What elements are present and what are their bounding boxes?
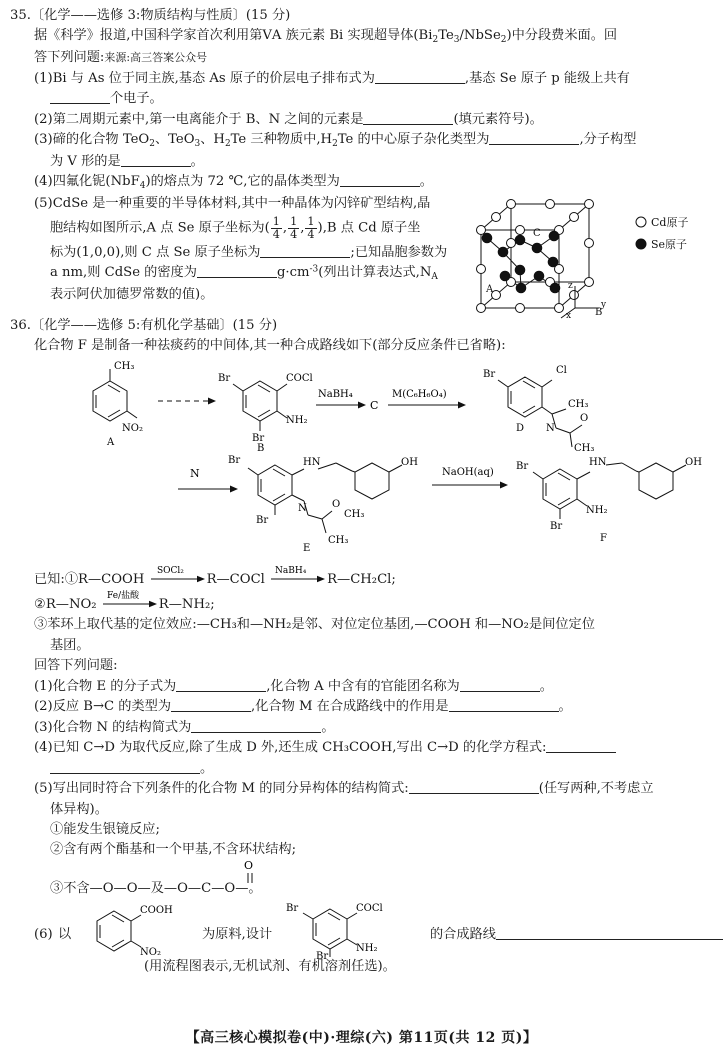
answer-blank[interactable] (50, 103, 110, 104)
known-1-no: ① (64, 571, 79, 587)
axis-label-x: x (566, 311, 572, 321)
compound-d-n: N (546, 422, 555, 434)
q35-item-5-text-g: g·cm (276, 265, 310, 281)
q35-item-2-text-b: (填元素符号)。 (453, 111, 543, 127)
compound-a-ch3: CH₃ (114, 360, 135, 372)
carbonyl-o-label: O (244, 858, 254, 872)
answer-blank[interactable] (363, 124, 453, 125)
axis-label-y: y (601, 300, 607, 310)
compound-e-n: N (298, 502, 307, 514)
q35-item-3: (3)碲的化合物 TeO$_2$、TeO$_3$、$H_2Te$ 三种物质中$,H_2Te$ 的中心原子杂化类型为 ,分子构型 (34, 132, 637, 149)
compound-label-E: E (303, 542, 311, 554)
q35-item-5-text-c: ),B 点 Cd 原子坐 (317, 221, 421, 237)
reagent-n: N (190, 466, 200, 480)
known-line-4 (34, 636, 709, 656)
q35-item-3-text-a: 碲的化合物 TeO (52, 132, 150, 148)
compound-f-oh: OH (685, 456, 702, 468)
compound-e-ch3-a: CH₃ (344, 508, 365, 520)
q35-item-3-text-h: 。 (190, 153, 204, 169)
reagent-naoh: NaOH(aq) (442, 466, 494, 478)
q36-item-6-a: 以 (58, 926, 72, 942)
q36-title: 〔化学——选修 5:有机化学基础〕(15 分) (30, 317, 278, 333)
q36-ask (34, 656, 709, 676)
compound-e-br2: Br (256, 514, 269, 526)
footer-title: 【高三核心模拟卷(中)·理综(六) (185, 1030, 394, 1047)
compound-f-hn: HN (589, 456, 607, 468)
fraction-quarter: $\frac{1}{4}$ (290, 215, 298, 242)
q35-item-5-text-i: 表示阿伏加德罗常数的值)。 (50, 287, 214, 303)
axis-label-z: z (568, 281, 573, 291)
q35-item-2 (34, 110, 709, 130)
cell-label-A: A (486, 284, 494, 295)
condition-1-no: ① (50, 821, 64, 837)
q36-stem-text: 化合物 F 是制备一种祛痰药的中间体,其一种合成路线如下(部分反应条件已省略): (34, 338, 506, 354)
compound-b-cocl: COCl (286, 372, 313, 384)
q35-item-4-text-c: 。 (419, 174, 433, 190)
q36-item-5-a: 写出同时符合下列条件的化合物 M 的同分异构体的结构简式: (52, 781, 409, 797)
scheme-row-1-svg (70, 359, 710, 454)
q36-ask-text: 回答下列问题: (34, 658, 118, 674)
known-2-no: ② (34, 596, 46, 612)
question-35 (0, 0, 723, 321)
unit-cell-svg (469, 200, 719, 321)
known-2-right: R—NH₂; (158, 596, 215, 612)
known-1-right: R—CH₂Cl; (327, 571, 396, 587)
fraction-quarter: $\frac{1}{4}$ (307, 215, 315, 242)
q36-item-1-c: 。 (539, 678, 553, 694)
scheme-row-2 (0, 451, 723, 563)
q36-item-2-a: 反应 B→C 的类型为 (52, 699, 172, 715)
fraction-quarter: $\frac{1}{4}$ (272, 215, 280, 242)
q36-item-5-b: (任写两种,不考虑立 (538, 781, 654, 797)
q36-item-1-label: (1) (34, 678, 53, 694)
q36-item-1-b: ,化合物 A 中含有的官能团名称为 (266, 678, 460, 694)
known-line-2 (34, 590, 709, 615)
q36-item-3-label: (3) (34, 719, 53, 735)
scheme-row-1 (0, 359, 723, 454)
q35-item-3-label: (3) (34, 132, 53, 148)
compound-a-no2: NO₂ (122, 422, 143, 434)
q36-item-1 (34, 677, 709, 697)
compound-e-hn: HN (303, 456, 321, 468)
compound-f-nh2: NH₂ (586, 504, 608, 516)
answer-blank[interactable] (496, 939, 723, 940)
scheme-row-2-svg (60, 451, 720, 563)
compound-e-ch3-b: CH₃ (328, 534, 349, 546)
q35-item-3-text-g: 为 V 形的是 (50, 153, 121, 169)
unit-cell-figure (469, 200, 719, 321)
known-3-text2: 基团。 (50, 637, 90, 653)
target-cocl-label: COCl (356, 902, 383, 914)
q36-item-2 (34, 697, 709, 717)
q36-stem (0, 336, 723, 356)
q35-item-5-text-a: CdSe 是一种重要的半导体材料,其中一种晶体为闪锌矿型结构,晶 (52, 195, 431, 211)
compound-e-o: O (332, 498, 341, 510)
q35-item-5-text-f: a nm,则 CdSe 的密度为 (50, 265, 197, 281)
q35-number: 35. (10, 8, 31, 23)
q35-stem-text-a: 据《科学》报道,中国科学家首次利用第ⅤA 族元素 Bi 实现超导体(Bi (34, 28, 433, 44)
density-exponent: -3 (309, 264, 319, 275)
q35-item-3-text-e: Te 的中心原子杂化类型为 (337, 132, 490, 148)
known-title: 已知: (34, 571, 65, 587)
q35-item-4-text-a: 四氟化铌(NbF (52, 174, 140, 190)
q35-item-2-text-a: 第二周期元素中,第一电离能介于 B、N 之间的元素是 (52, 111, 364, 127)
q36-heading (0, 310, 723, 336)
q36-item-2-label: (2) (34, 699, 53, 715)
answer-blank[interactable] (176, 691, 266, 692)
legend-cd-label: Cd原子 (651, 216, 689, 229)
q36-item-5-c: 体异构)。 (50, 801, 108, 817)
q36-item-2-b: ,化合物 M 在合成路线中的作用是 (251, 699, 449, 715)
q35-stem-text-c: /NbSe (459, 28, 501, 44)
answer-blank[interactable] (489, 144, 579, 145)
q35-item-3-text-d: Te 三种物质中,H (230, 132, 333, 148)
compound-f-br2: Br (550, 520, 563, 532)
legend-se-label: Se原子 (651, 238, 688, 251)
compound-label-F: F (600, 532, 607, 544)
q35-item-3-text-f: ,分子构型 (579, 132, 637, 148)
q36-item-4-a: 已知 C→D 为取代反应,除了生成 D 外,还生成 CH₃COOH,写出 C→D 的化学方程式: (52, 740, 547, 756)
reagent-nabh4: NaBH₄ (318, 388, 353, 400)
known-arrow-3 (101, 590, 159, 612)
known-arrow-1 (149, 565, 207, 587)
answer-blank[interactable] (191, 732, 321, 733)
compound-d-o1: O (580, 412, 589, 424)
condition-2-text: 含有两个酯基和一个甲基,不含环状结构; (63, 842, 297, 858)
q35-item-1-text-c: 个电子。 (110, 91, 163, 107)
q36-item-5 (34, 779, 709, 799)
start-no2-label: NO₂ (140, 946, 161, 958)
q35-item-5-text-d: 标为(1,0,0),则 C 点 Se 原子坐标为 (50, 244, 261, 260)
q35-item-1-label: (1) (34, 70, 53, 86)
q36-stem-line (34, 336, 709, 356)
known-1-mid: R—COCl (206, 571, 265, 587)
known-arrow-2 (269, 565, 327, 587)
answer-blank[interactable] (449, 711, 559, 712)
q36-item-4-c: 。 (200, 760, 214, 776)
condition-3-no: ③ (50, 880, 64, 896)
known-1-reagent-1: SOCl₂ (156, 565, 184, 576)
condition-3-text: 不含—O—O—及—O—C—O—。 (63, 880, 262, 896)
q36-item-4-label: (4) (34, 740, 53, 756)
q36-item-3-a: 化合物 N 的结构简式为 (52, 719, 192, 735)
known-2-reagent: Fe/盐酸 (106, 590, 139, 601)
q36-number: 36. (10, 317, 31, 333)
target-structure (272, 893, 422, 962)
q35-stem-line-2 (34, 48, 709, 68)
target-br2-label: Br (316, 950, 329, 962)
q35-item-5-text-h: (列出计算表达式,N (318, 265, 432, 281)
q35-item-4: (4)四氟化铌(NbF$_4$)的熔点为 72 ℃,它的晶体类型为 。 (34, 174, 433, 192)
q35-item-3-text-b: 、TeO (154, 132, 195, 148)
compound-b-br1: Br (218, 372, 231, 384)
q35-title: 〔化学——选修 3:物质结构与性质〕(15 分) (30, 8, 291, 23)
q36-item-4 (34, 738, 709, 758)
known-2-left: R—NO₂ (45, 596, 97, 612)
question-36 (0, 310, 723, 978)
target-br1-label: Br (286, 902, 299, 914)
known-1-reagent-2: NaBH₄ (275, 565, 307, 576)
starting-material-structure (78, 895, 188, 959)
q36-known-block (0, 563, 723, 978)
q35-item-1 (34, 69, 709, 89)
reagent-m: M(C₆H₆O₄) (392, 388, 447, 400)
q35-item-5-text-e: ;已知晶胞参数为 (350, 244, 448, 260)
q35-item-4-text-b: )的熔点为 72 ℃,它的晶体类型为 (145, 174, 340, 190)
q36-item-6-c: 的合成路线 (430, 926, 496, 942)
known-3-no: ③ (34, 617, 48, 633)
q36-item-2-c: 。 (558, 699, 572, 715)
compound-e-oh: OH (401, 456, 418, 468)
compound-label-B: B (257, 442, 265, 454)
compound-label-A: A (107, 436, 115, 448)
q35-item-3-text-c: 、H (200, 132, 225, 148)
page-footer (0, 1028, 723, 1050)
q35-item-5-text-b: 胞结构如图所示,A 点 Se 原子坐标为( (50, 221, 270, 237)
compound-f-br1: Br (516, 460, 529, 472)
q35-item-1-text-a: Bi 与 As 位于同主族,基态 As 原子的价层电子排布式为 (52, 70, 375, 86)
footer-page: 第11页(共 12 页)】 (398, 1030, 538, 1047)
q36-item-6-b: 为原料,设计 (202, 926, 273, 942)
q35-item-1-cont (34, 89, 709, 109)
q35-item-5-label: (5) (34, 195, 53, 211)
q36-item-4-cont (34, 759, 709, 779)
q35-item-2-label: (2) (34, 111, 53, 127)
condition-2-no: ② (50, 842, 64, 858)
answer-blank[interactable] (340, 186, 420, 187)
cell-label-B: B (595, 307, 603, 318)
q35-stem-text-d: )中分段费米面。回 (506, 28, 618, 44)
answer-blank[interactable] (409, 793, 539, 794)
avogadro-subscript: A (431, 272, 438, 283)
q36-item-1-a: 化合物 E 的分子式为 (52, 678, 177, 694)
q36-item-5-cont (34, 800, 709, 820)
answer-blank[interactable] (260, 257, 350, 258)
q36-item-6-label: (6) (34, 926, 53, 942)
q36-item-5-label: (5) (34, 781, 53, 797)
compound-b-br2: Br (252, 432, 265, 444)
known-line-1 (34, 565, 709, 590)
cell-label-C: C (533, 228, 541, 239)
compound-b-nh2: NH₂ (286, 414, 308, 426)
answer-blank[interactable] (121, 166, 191, 167)
q36-item-3-b: 。 (321, 719, 335, 735)
q35-heading (0, 0, 723, 26)
q35-stem-text-b: Te (438, 28, 454, 44)
answer-blank[interactable] (197, 277, 277, 278)
q36-item-6 (34, 899, 709, 963)
answer-blank[interactable] (460, 691, 540, 692)
condition-1 (34, 820, 709, 840)
compound-label-D: D (516, 422, 525, 434)
compound-d-ch3-b: CH₃ (574, 442, 595, 454)
q35-stem-text-e: 答下列问题: (34, 50, 105, 66)
answer-blank[interactable] (50, 773, 200, 774)
q35-item-4-label: (4) (34, 174, 53, 190)
q35-stem-line-1: 据《科学》报道,中国科学家首次利用第ⅤA 族元素 Bi 实现超导体$(Bi_2Te_3/NbSe_2)$中分段费米面。回 (34, 28, 618, 46)
q35-item-5-cont1: 胞结构如图所示,A 点 Se 原子坐标为( $\frac{1}{4}$ , $\frac{1}{4}$ , $\frac{1}{4}$ ),B 点 Cd 原子坐 (50, 215, 421, 242)
q36-last-note-text: (用流程图表示,无机试剂、有机溶剂任选)。 (144, 958, 396, 974)
known-1-left: R—COOH (78, 571, 145, 587)
carbonyl-group-icon (230, 857, 270, 897)
q35-item-3-cont (34, 152, 709, 172)
condition-2 (34, 840, 709, 860)
compound-e-br1: Br (228, 454, 241, 466)
compound-d-cl: Cl (556, 364, 567, 376)
compound-d-br: Br (483, 368, 496, 380)
target-nh2-label: NH₂ (356, 942, 378, 954)
known-line-3 (34, 615, 709, 635)
answer-blank[interactable] (546, 752, 616, 753)
known-3-text: 苯环上取代基的定位效应:—CH₃和—NH₂是邻、对位定位基团,—COOH 和—NO₂是间位定位 (47, 617, 595, 633)
q35-item-1-text-b: ,基态 Se 原子 p 能级上共有 (464, 70, 630, 86)
q35-source-note: 来源:高三答案公众号 (104, 51, 208, 65)
compound-d-ch3-a: CH₃ (568, 398, 589, 410)
q36-last-note (34, 957, 709, 977)
cell-legend (636, 216, 688, 251)
start-cooh-label: COOH (140, 904, 173, 916)
answer-blank[interactable] (375, 83, 465, 84)
q36-item-3 (34, 718, 709, 738)
condition-1-text: 能发生银镜反应; (63, 821, 160, 837)
compound-label-C: C (370, 398, 379, 412)
answer-blank[interactable] (171, 711, 251, 712)
